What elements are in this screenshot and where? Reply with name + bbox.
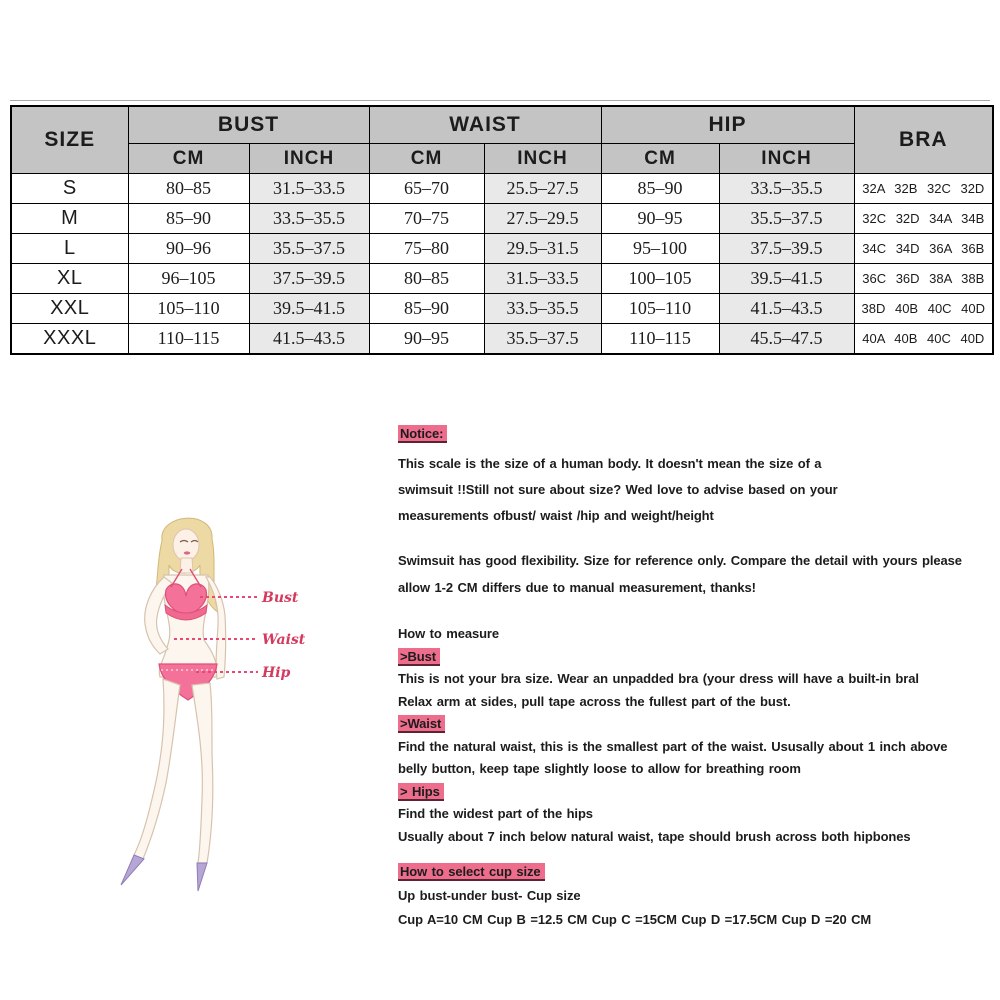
cup-size-section (398, 860, 992, 932)
table-row-s (11, 174, 993, 204)
notice-text-line: This scale is the size of a human body. It doesn't mean the size of a (398, 456, 822, 471)
cell-size: XXXL (11, 324, 128, 354)
left-shoe (121, 855, 144, 885)
waist-label: Waist (262, 632, 306, 648)
cell-bust-cm: 110–115 (128, 324, 249, 354)
cell-bust-cm: 85–90 (128, 204, 249, 234)
cell-hip-inch: 33.5–35.5 (719, 174, 854, 204)
woman-sketch (100, 503, 350, 903)
cell-hip-cm: 110–115 (601, 324, 719, 354)
cell-size: XL (11, 264, 128, 294)
table-row-xl (11, 264, 993, 294)
cell-waist-cm: 65–70 (369, 174, 484, 204)
waist-instruction-line: belly button, keep tape slightly loose to allow for breathing room (398, 761, 801, 776)
header-hip-cm: CM (601, 144, 719, 174)
size-chart-table (10, 105, 994, 355)
header-bust-cm: CM (128, 144, 249, 174)
flexibility-text-line: Swimsuit has good flexibility. Size for reference only. Compare the detail with yours please (398, 553, 962, 568)
header-waist: WAIST (369, 106, 601, 144)
cell-bra: 36C 36D 38A 38B (854, 264, 993, 294)
cell-bust-cm: 105–110 (128, 294, 249, 324)
cell-bra: 34C 34D 36A 36B (854, 234, 993, 264)
header-waist-cm: CM (369, 144, 484, 174)
cell-bra: 32C 32D 34A 34B (854, 204, 993, 234)
cell-hip-inch: 45.5–47.5 (719, 324, 854, 354)
header-bust-inch: INCH (249, 144, 369, 174)
cell-size: S (11, 174, 128, 204)
cell-hip-inch: 37.5–39.5 (719, 234, 854, 264)
info-column (398, 423, 992, 932)
right-shoe (197, 863, 207, 891)
cell-waist-inch: 35.5–37.5 (484, 324, 601, 354)
bust-instruction-line: This is not your bra size. Wear an unpadded bra (your dress will have a built-in bral (398, 671, 919, 686)
notice-text-line: measurements ofbust/ waist /hip and weight/height (398, 508, 714, 523)
notice-highlight: Notice: (398, 425, 447, 443)
cell-bra: 38D 40B 40C 40D (854, 294, 993, 324)
cell-waist-inch: 33.5–35.5 (484, 294, 601, 324)
cup-subtitle: Up bust-under bust- Cup size (398, 888, 581, 903)
hip-label: Hip (262, 665, 291, 681)
waist-tag-highlight: >Waist (398, 715, 445, 733)
cup-formula: Cup A=10 CM Cup B =12.5 CM Cup C =15CM Cup D =17.5CM Cup D =20 CM (398, 912, 872, 927)
cell-bust-inch: 37.5–39.5 (249, 264, 369, 294)
hips-instruction-line: Usually about 7 inch below natural waist, tape should brush across both hipbones (398, 828, 911, 844)
cell-size: M (11, 204, 128, 234)
cell-waist-inch: 31.5–33.5 (484, 264, 601, 294)
measure-heading: How to measure (398, 626, 500, 641)
lips (184, 551, 190, 554)
cell-bust-cm: 80–85 (128, 174, 249, 204)
flexibility-text-line: allow 1-2 CM differs due to manual measurement, thanks! (398, 580, 756, 595)
cell-bust-inch: 39.5–41.5 (249, 294, 369, 324)
cell-hip-cm: 105–110 (601, 294, 719, 324)
cup-section-title (398, 860, 992, 884)
cell-bust-inch: 41.5–43.5 (249, 324, 369, 354)
bust-instruction-line: Relax arm at sides, pull tape across the fullest part of the bust. (398, 693, 791, 709)
table-top-divider (10, 100, 990, 101)
hips-tag-highlight: > Hips (398, 783, 444, 801)
table-row-xxl (11, 294, 993, 324)
cell-bra: 40A 40B 40C 40D (854, 324, 993, 354)
figure-illustration (100, 503, 350, 903)
face (173, 529, 199, 561)
cell-hip-cm: 100–105 (601, 264, 719, 294)
cup-title-highlight: How to select cup size (398, 863, 545, 881)
cell-size: XXL (11, 294, 128, 324)
cell-waist-cm: 85–90 (369, 294, 484, 324)
bust-label: Bust (262, 590, 299, 606)
cell-hip-cm: 95–100 (601, 234, 719, 264)
header-hip: HIP (601, 106, 854, 144)
right-leg (192, 683, 213, 863)
cell-hip-cm: 90–95 (601, 204, 719, 234)
hips-tag-line (398, 781, 992, 804)
cell-bust-cm: 96–105 (128, 264, 249, 294)
table-row-xxxl (11, 324, 993, 354)
cell-waist-cm: 75–80 (369, 234, 484, 264)
size-chart (10, 105, 992, 355)
header-size: SIZE (11, 106, 128, 174)
cell-waist-cm: 90–95 (369, 324, 484, 354)
cell-bust-inch: 35.5–37.5 (249, 234, 369, 264)
bust-tag-highlight: >Bust (398, 648, 440, 666)
cell-bra: 32A 32B 32C 32D (854, 174, 993, 204)
cell-size: L (11, 234, 128, 264)
measure-section (398, 623, 992, 848)
cell-hip-inch: 35.5–37.5 (719, 204, 854, 234)
table-subheader-row (11, 144, 993, 174)
header-waist-inch: INCH (484, 144, 601, 174)
cell-waist-cm: 70–75 (369, 204, 484, 234)
cell-waist-inch: 25.5–27.5 (484, 174, 601, 204)
notice-text-line: swimsuit !!Still not sure about size? Wed love to advise based on your (398, 482, 838, 497)
waist-instruction-line: Find the natural waist, this is the smallest part of the waist. Ususally about 1 inch above (398, 738, 948, 754)
cell-bust-inch: 33.5–35.5 (249, 204, 369, 234)
hips-instruction-line: Find the widest part of the hips (398, 806, 593, 821)
left-leg (134, 679, 180, 859)
cell-hip-inch: 41.5–43.5 (719, 294, 854, 324)
cell-hip-cm: 85–90 (601, 174, 719, 204)
cell-hip-inch: 39.5–41.5 (719, 264, 854, 294)
waist-tag-line (398, 713, 992, 736)
header-bust: BUST (128, 106, 369, 144)
bust-tag-line (398, 646, 992, 669)
cell-bust-inch: 31.5–33.5 (249, 174, 369, 204)
table-header-row (11, 106, 993, 144)
header-hip-inch: INCH (719, 144, 854, 174)
cell-waist-inch: 29.5–31.5 (484, 234, 601, 264)
flexibility-note (398, 547, 992, 601)
cell-waist-cm: 80–85 (369, 264, 484, 294)
table-row-l (11, 234, 993, 264)
notice-section-title (398, 423, 992, 445)
table-row-m (11, 204, 993, 234)
cell-waist-inch: 27.5–29.5 (484, 204, 601, 234)
cell-bust-cm: 90–96 (128, 234, 249, 264)
header-bra: BRA (854, 106, 993, 174)
